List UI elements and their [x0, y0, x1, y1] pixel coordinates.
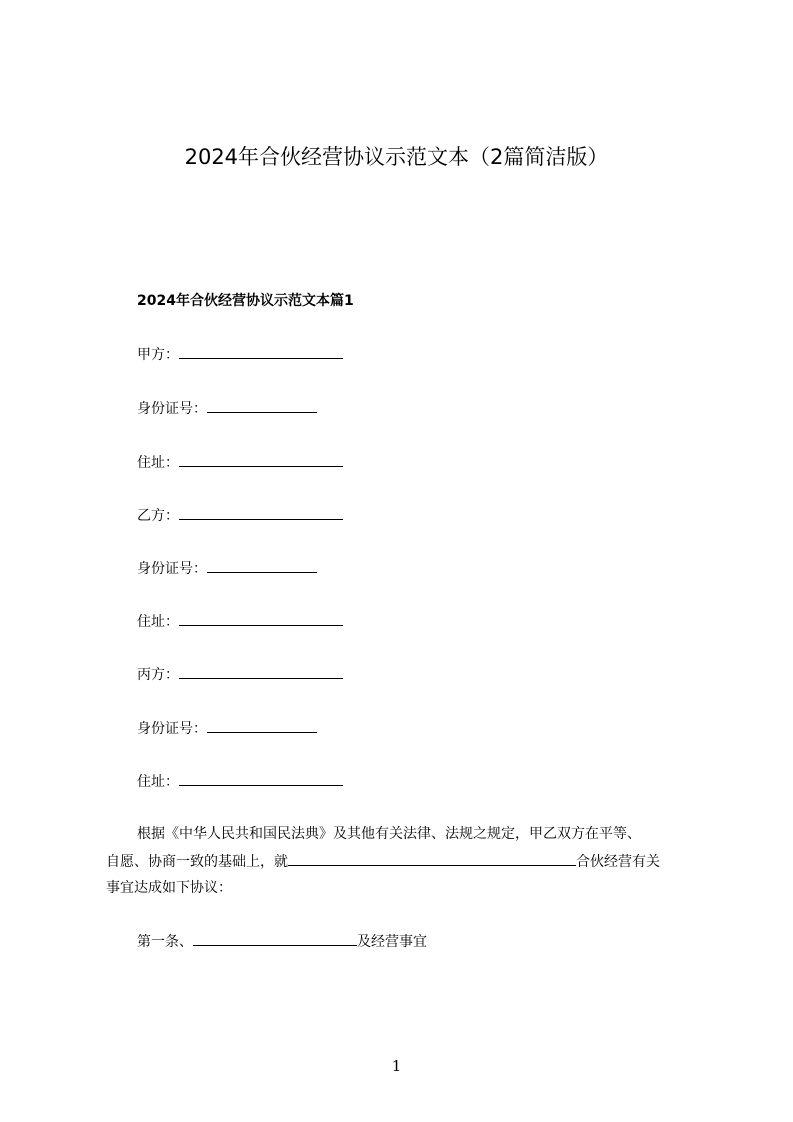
party-a-id-blank: [207, 397, 317, 413]
party-c-blank: [179, 663, 343, 679]
article-1-suffix: 及经营事宜: [357, 934, 427, 950]
party-a-address-blank: [179, 451, 343, 467]
paragraph-line-3: 事宜达成如下协议：: [106, 880, 232, 896]
field-label: 身份证号：: [137, 561, 207, 577]
party-a-address-field: [137, 451, 343, 474]
party-a-field: [137, 343, 343, 366]
partnership-subject-blank: [288, 850, 576, 866]
paragraph-line-2-end: 合伙经营有关: [576, 854, 660, 870]
party-b-field: [137, 504, 343, 527]
paragraph-line-2: [106, 850, 660, 873]
party-b-id-field: [137, 557, 317, 580]
field-label: 住址：: [137, 774, 179, 790]
field-label: 住址：: [137, 455, 179, 471]
field-label: 丙方：: [137, 667, 179, 683]
party-c-id-blank: [207, 717, 317, 733]
party-b-blank: [179, 504, 343, 520]
party-a-blank: [179, 343, 343, 359]
field-label: 身份证号：: [137, 401, 207, 417]
party-b-id-blank: [207, 557, 317, 573]
party-b-address-blank: [179, 610, 343, 626]
party-c-address-field: [137, 770, 343, 793]
paragraph-line-1: 根据《中华人民共和国民法典》及其他有关法律、法规之规定，甲乙双方在平等、: [137, 826, 641, 842]
page-number: 1: [391, 1057, 402, 1075]
paragraph-line-2-start: 自愿、协商一致的基础上，就: [106, 854, 288, 870]
article-1: [137, 930, 427, 953]
document-title: 2024年合伙经营协议示范文本（2篇简洁版）: [184, 145, 609, 169]
field-label: 乙方：: [137, 508, 179, 524]
party-c-id-field: [137, 717, 317, 740]
field-label: 身份证号：: [137, 721, 207, 737]
section-heading: 2024年合伙经营协议示范文本篇1: [137, 293, 354, 309]
party-c-field: [137, 663, 343, 686]
field-label: 甲方：: [137, 347, 179, 363]
article-1-blank: [193, 930, 357, 946]
party-a-id-field: [137, 397, 317, 420]
article-1-prefix: 第一条、: [137, 934, 193, 950]
field-label: 住址：: [137, 614, 179, 630]
party-b-address-field: [137, 610, 343, 633]
party-c-address-blank: [179, 770, 343, 786]
